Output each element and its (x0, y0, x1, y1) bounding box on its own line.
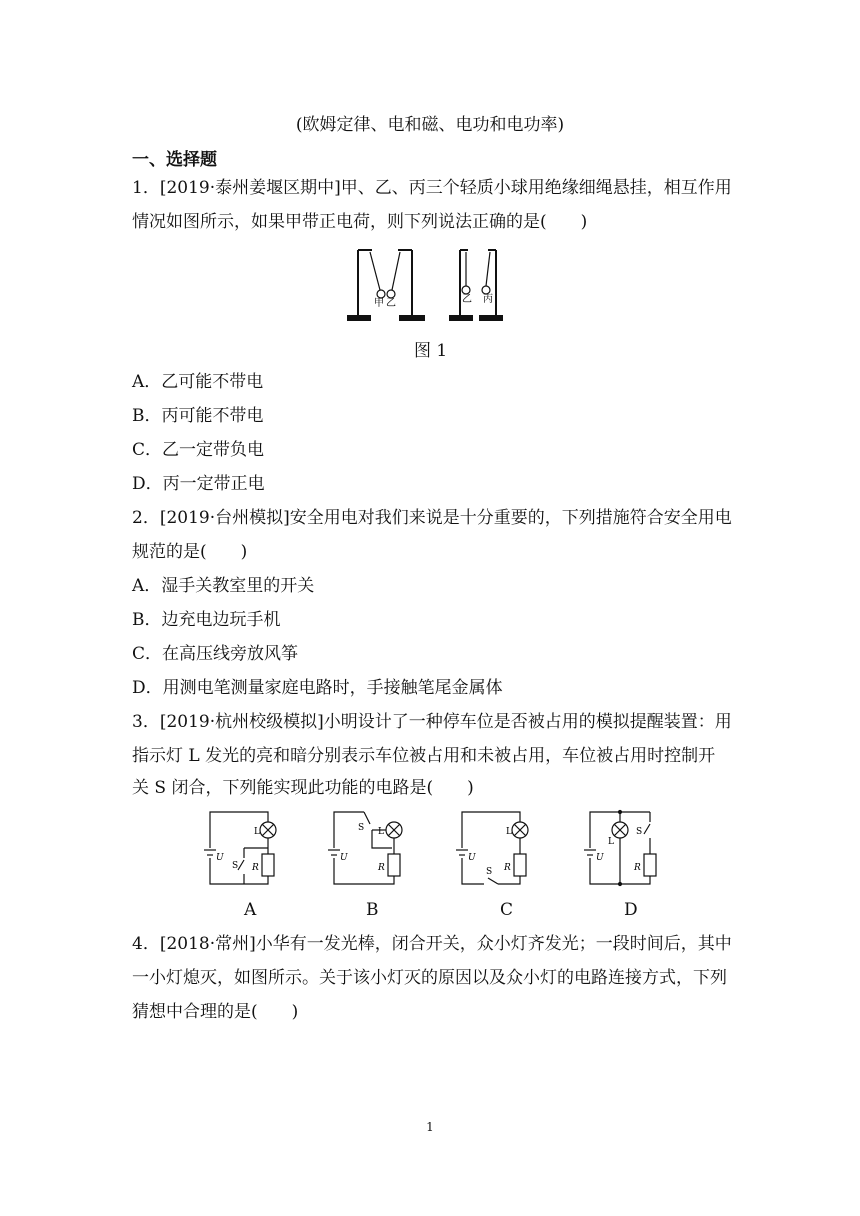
page-title: (欧姆定律、电和磁、电功和电功率) (295, 115, 565, 135)
q3-circuit-b (324, 808, 416, 890)
circuit-d-resistor-label: R (634, 863, 641, 873)
q1-stem-line1: 1．[2019·泰州姜堰区期中]甲、乙、丙三个轻质小球用绝缘细绳悬挂，相互作用 (132, 178, 732, 198)
q3-circuit-c (452, 808, 544, 890)
circuit-d-switch-label: S (636, 827, 643, 837)
q1-option-b: B．丙可能不带电 (132, 406, 264, 426)
circuit-d-lamp-label: L (608, 837, 614, 847)
page-number: 1 (426, 1120, 434, 1134)
circuit-b-lamp-label: L (378, 827, 384, 837)
q2-stem-line1: 2．[2019·台州模拟]安全用电对我们来说是十分重要的，下列措施符合安全用电 (132, 508, 732, 528)
circuit-a-source-label: U (216, 853, 224, 863)
circuit-b-switch-label: S (358, 823, 365, 833)
q2-option-c: C．在高压线旁放风筝 (132, 644, 299, 664)
q4-stem-line1: 4．[2018·常州]小华有一发光棒，闭合开关，众小灯齐发光；一段时间后，其中 (132, 934, 732, 954)
circuit-c-resistor-label: R (504, 863, 511, 873)
q3-choice-a-label: A (244, 900, 257, 920)
circuit-a-switch-label: S (232, 861, 239, 871)
q2-option-d: D．用测电笔测量家庭电路时，手接触笔尾金属体 (132, 678, 503, 698)
q3-choice-d-label: D (624, 900, 638, 920)
q3-stem-line3: 关 S 闭合，下列能实现此功能的电路是( ) (132, 778, 474, 798)
circuit-a-lamp-label: L (254, 827, 260, 837)
q4-stem-line2: 一小灯熄灭，如图所示。关于该小灯灭的原因以及众小灯的电路连接方式，下列 (132, 968, 727, 988)
q1-ball-label-4: 丙 (483, 294, 493, 305)
q1-option-c: C．乙一定带负电 (132, 440, 265, 460)
circuit-c-source-label: U (468, 853, 476, 863)
circuit-c-lamp-label: L (506, 827, 512, 837)
q1-ball-label-2: 乙 (386, 298, 396, 309)
q1-option-d: D．丙一定带正电 (132, 474, 265, 494)
q3-circuit-a (200, 808, 292, 890)
circuit-b-resistor-label: R (378, 863, 385, 873)
q3-choice-b-label: B (366, 900, 379, 920)
q4-stem-line3: 猜想中合理的是( ) (132, 1002, 299, 1022)
q3-circuit-d (580, 808, 672, 890)
circuit-a-resistor-label: R (252, 863, 259, 873)
section-heading: 一、选择题 (132, 150, 217, 170)
q1-figure (340, 244, 520, 324)
q1-ball-label-1: 甲 (374, 298, 384, 309)
q1-stem-line2: 情况如图所示，如果甲带正电荷，则下列说法正确的是( ) (132, 212, 588, 232)
circuit-c-switch-label: S (486, 867, 493, 877)
q1-ball-label-3: 乙 (462, 294, 472, 305)
q2-option-a: A．湿手关教室里的开关 (132, 576, 315, 596)
circuit-b-source-label: U (340, 853, 348, 863)
q2-stem-line2: 规范的是( ) (132, 542, 248, 562)
q3-choice-c-label: C (500, 900, 514, 920)
q2-option-b: B．边充电边玩手机 (132, 610, 281, 630)
q1-option-a: A．乙可能不带电 (132, 372, 264, 392)
q1-figure-caption: 图 1 (414, 341, 448, 361)
q3-stem-line2: 指示灯 L 发光的亮和暗分别表示车位被占用和未被占用，车位被占用时控制开 (132, 746, 716, 766)
q3-stem-line1: 3．[2019·杭州校级模拟]小明设计了一种停车位是否被占用的模拟提醒装置：用 (132, 712, 732, 732)
circuit-d-source-label: U (596, 853, 604, 863)
